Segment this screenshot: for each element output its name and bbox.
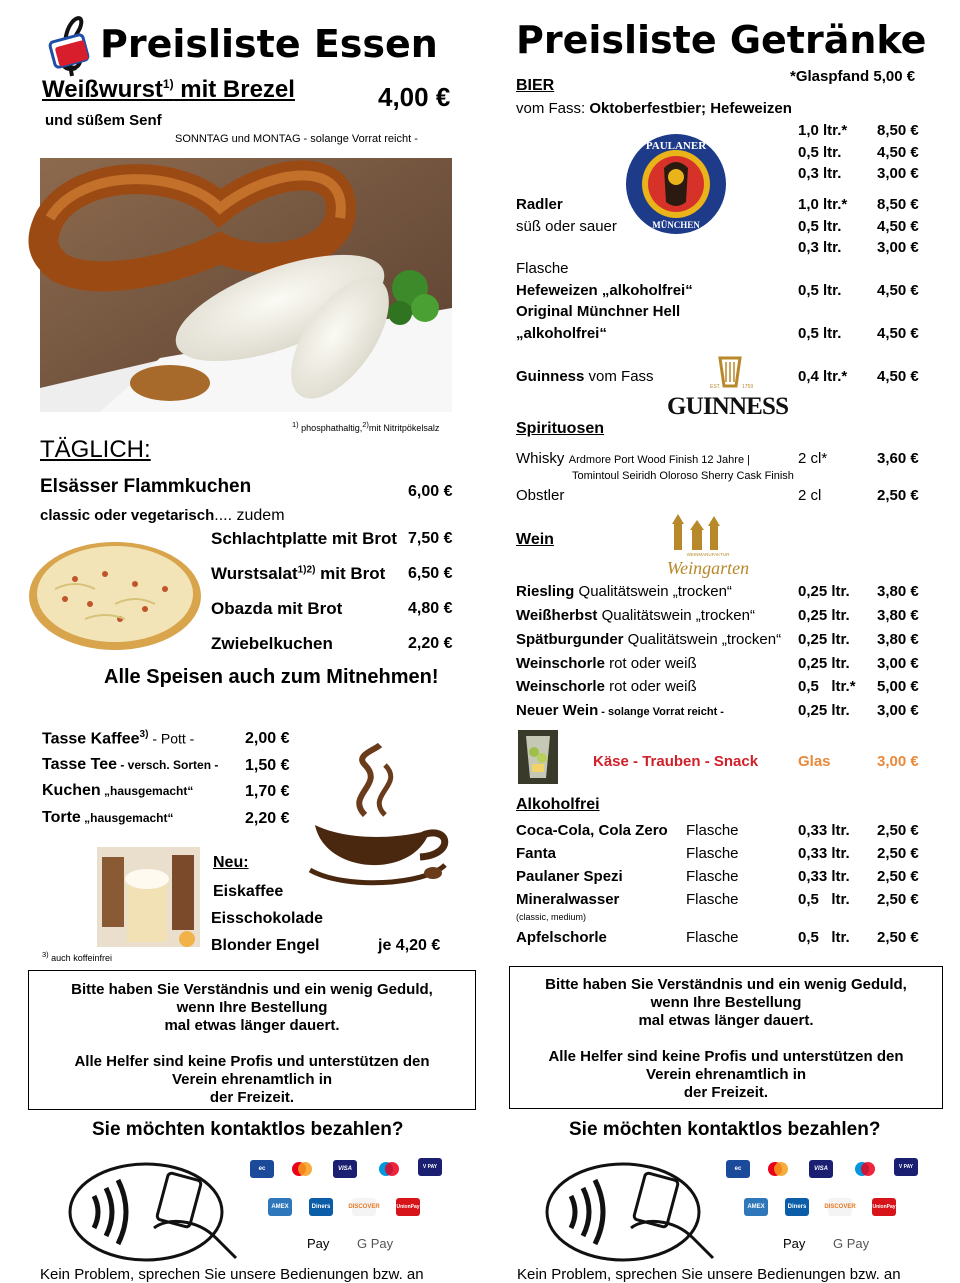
size: 2 cl* bbox=[798, 450, 828, 467]
guinness-logo-icon bbox=[664, 352, 792, 420]
guinness-year: 1759 bbox=[742, 384, 754, 390]
iced-coffee-photo bbox=[97, 847, 200, 947]
item-name: Schlachtplatte mit Brot bbox=[211, 529, 398, 548]
price: 2,50 € bbox=[877, 929, 919, 946]
google-pay-icon: G Pay bbox=[357, 1236, 394, 1251]
guinness-wordmark: GUINNESS bbox=[667, 393, 789, 420]
flammkuchen-price: 6,00 € bbox=[408, 483, 453, 500]
price: 4,50 € bbox=[877, 218, 919, 235]
size: 0,25 ltr. bbox=[798, 631, 850, 648]
footnote-weisswurst: $^{1)}$ phosphathaltig,$^{2)}$mit Nitritpökelsalz bbox=[292, 420, 440, 433]
paulaner-city-text: MÜNCHEN bbox=[652, 220, 700, 230]
bottom-text-right: Kein Problem, sprechen Sie unsere Bedienungen bzw. an bbox=[517, 1266, 901, 1283]
snack-glass-photo bbox=[518, 730, 558, 784]
weisswurst-price: 4,00 € bbox=[378, 82, 451, 112]
snack-price: 3,00 € bbox=[877, 753, 919, 770]
price: 2,50 € bbox=[877, 845, 919, 862]
wein-item: Spätburgunder Qualitätswein „trocken“ bbox=[516, 631, 782, 648]
price: 4,50 € bbox=[877, 325, 919, 342]
hell-af-1: Original Münchner Hell bbox=[516, 303, 681, 320]
flammkuchen-name: Elsässer Flammkuchen bbox=[40, 476, 252, 497]
section-bier: BIER bbox=[516, 77, 555, 94]
amex-icon: AMEX bbox=[744, 1198, 768, 1216]
af-item: Mineralwasser bbox=[516, 891, 620, 908]
price: 3,80 € bbox=[877, 607, 919, 624]
weingarten-logo-icon bbox=[644, 512, 772, 582]
footnote-coffee: $^{3)}$ auch koffeinfrei bbox=[42, 950, 113, 963]
coffee-price: 2,00 € bbox=[245, 730, 290, 747]
neu-item: Eiskaffee bbox=[213, 883, 284, 900]
whisky: Whisky Ardmore Port Wood Finish 12 Jahre | bbox=[516, 450, 750, 467]
coffee-price: 1,70 € bbox=[245, 783, 290, 800]
size: 0,25 ltr. bbox=[798, 607, 850, 624]
unit: Flasche bbox=[686, 891, 739, 908]
wein-item: Weinschorle rot oder weiß bbox=[516, 655, 697, 672]
af-item: Paulaner Spezi bbox=[516, 868, 623, 885]
price: 3,60 € bbox=[877, 450, 919, 467]
wein-item: Weinschorle rot oder weiß bbox=[516, 678, 697, 695]
flammkuchen-photo bbox=[25, 534, 205, 654]
contactless-heading-right: Sie möchten kontaktlos bezahlen? bbox=[569, 1119, 881, 1140]
vpay-icon: V PAY bbox=[894, 1158, 918, 1176]
price: 2,50 € bbox=[877, 822, 919, 839]
item-price: 2,20 € bbox=[408, 635, 453, 652]
diners-icon: Diners bbox=[309, 1198, 333, 1216]
coffee-item: Tasse Tee - versch. Sorten - bbox=[42, 756, 219, 773]
paulaner-logo-text: PAULANER bbox=[645, 140, 707, 152]
hefe-af: Hefeweizen „alkoholfrei“ bbox=[516, 282, 693, 299]
hell-af-2: „alkoholfrei“ bbox=[516, 325, 607, 342]
unit: Flasche bbox=[686, 822, 739, 839]
ec-icon: ec bbox=[250, 1160, 274, 1178]
section-spirituosen: Spirituosen bbox=[516, 420, 605, 437]
weingarten-wordmark: Weingarten bbox=[666, 558, 750, 578]
size: 1,0 ltr.* bbox=[798, 122, 848, 139]
notice-line: der Freizeit. bbox=[683, 1084, 769, 1101]
guinness-est: EST bbox=[710, 384, 720, 390]
coffee-item: Torte „hausgemacht“ bbox=[42, 809, 174, 826]
price: 2,50 € bbox=[877, 487, 919, 504]
unionpay-icon: UnionPay bbox=[872, 1198, 896, 1216]
size: 0,5 ltr. bbox=[798, 282, 842, 299]
apple-pay-icon: Pay bbox=[307, 1236, 330, 1251]
size: 0,5 ltr. bbox=[798, 929, 850, 946]
size: 0,5 ltr. bbox=[798, 891, 850, 908]
size: 0,33 ltr. bbox=[798, 868, 850, 885]
notice-line: mal etwas länger dauert. bbox=[164, 1017, 340, 1034]
contactless-heading-left: Sie möchten kontaktlos bezahlen? bbox=[92, 1119, 404, 1140]
notice-line: Bitte haben Sie Verständnis und ein wenig Geduld, bbox=[71, 981, 433, 998]
notice-line: Alle Helfer sind keine Profis und unterstützen den bbox=[548, 1048, 904, 1065]
notice-box-left bbox=[28, 970, 476, 1110]
weingarten-small: WEINMANUFAKTUR bbox=[686, 552, 730, 557]
size: 0,33 ltr. bbox=[798, 845, 850, 862]
coffee-price: 1,50 € bbox=[245, 757, 290, 774]
price: 4,50 € bbox=[877, 144, 919, 161]
price: 3,80 € bbox=[877, 631, 919, 648]
apple-pay-icon: Pay bbox=[783, 1236, 806, 1251]
unionpay-icon: UnionPay bbox=[396, 1198, 420, 1216]
food-title: Preisliste Essen bbox=[100, 22, 438, 66]
size: 0,25 ltr. bbox=[798, 702, 850, 719]
maestro-icon bbox=[377, 1160, 401, 1178]
price: 3,00 € bbox=[877, 239, 919, 256]
vpay-icon: V PAY bbox=[418, 1158, 442, 1176]
item-price: 6,50 € bbox=[408, 565, 453, 582]
size: 0,5 ltr. bbox=[798, 218, 842, 235]
contactless-icon bbox=[66, 1158, 238, 1262]
visa-icon: VISA bbox=[333, 1160, 357, 1178]
obstler: Obstler bbox=[516, 487, 565, 504]
notice-line: Bitte haben Sie Verständnis und ein wenig Geduld, bbox=[545, 976, 907, 993]
bottom-text-left: Kein Problem, sprechen Sie unsere Bedienungen bzw. an bbox=[40, 1266, 424, 1283]
price: 3,00 € bbox=[877, 702, 919, 719]
item-price: 4,80 € bbox=[408, 600, 453, 617]
section-alkoholfrei: Alkoholfrei bbox=[516, 796, 600, 813]
section-wein: Wein bbox=[516, 531, 554, 548]
snack: Käse - Trauben - Snack bbox=[593, 753, 759, 770]
coffee-cup-icon bbox=[305, 745, 455, 895]
unit: Flasche bbox=[686, 845, 739, 862]
item-price: 7,50 € bbox=[408, 530, 453, 547]
wein-item: Weißherbst Qualitätswein „trocken“ bbox=[516, 607, 755, 624]
notice-line: Verein ehrenamtlich in bbox=[171, 1071, 333, 1088]
ec-icon: ec bbox=[726, 1160, 750, 1178]
size: 0,5 ltr. bbox=[798, 144, 842, 161]
google-pay-icon: G Pay bbox=[833, 1236, 870, 1251]
notice-line: Verein ehrenamtlich in bbox=[645, 1066, 807, 1083]
size: 0,33 ltr. bbox=[798, 822, 850, 839]
unit: Flasche bbox=[686, 929, 739, 946]
neu-item: Blonder Engel bbox=[211, 937, 320, 954]
coffee-price: 2,20 € bbox=[245, 810, 290, 827]
daily-heading: TÄGLICH: bbox=[40, 436, 151, 463]
neu-item: Eisschokolade bbox=[211, 910, 324, 927]
item-name: Zwiebelkuchen bbox=[211, 634, 333, 653]
radler: Radler bbox=[516, 196, 563, 213]
weisswurst-title: Weißwurst$^{1)}$ mit Brezel bbox=[42, 76, 295, 103]
weisswurst-sub: und süßem Senf bbox=[45, 112, 162, 129]
size: 0,5 ltr. bbox=[798, 325, 842, 342]
af-item: Apfelschorle bbox=[516, 929, 607, 946]
notice-line: wenn Ihre Bestellung bbox=[176, 999, 328, 1016]
price: 8,50 € bbox=[877, 122, 919, 139]
vom-fass: vom Fass: Oktoberfestbier; Hefeweizen bbox=[516, 100, 792, 117]
glass-deposit: *Glaspfand 5,00 € bbox=[790, 68, 916, 85]
discover-icon: DISCOVER bbox=[828, 1198, 852, 1216]
unit: Flasche bbox=[686, 868, 739, 885]
coffee-item: Tasse Kaffee$^{3)}$ - Pott - bbox=[42, 729, 195, 748]
neu-heading: Neu: bbox=[213, 854, 249, 871]
price: 3,00 € bbox=[877, 655, 919, 672]
notice-box-right bbox=[509, 966, 943, 1109]
contactless-icon bbox=[543, 1158, 715, 1262]
paulaner-logo-icon bbox=[624, 132, 728, 236]
wein-item: Riesling Qualitätswein „trocken“ bbox=[516, 583, 732, 600]
notice-line: wenn Ihre Bestellung bbox=[650, 994, 802, 1011]
size: 0,5 ltr.* bbox=[798, 678, 856, 695]
price: 8,50 € bbox=[877, 196, 919, 213]
size: 0,25 ltr. bbox=[798, 655, 850, 672]
size: 0,4 ltr.* bbox=[798, 368, 848, 385]
price: 2,50 € bbox=[877, 891, 919, 908]
af-item: Fanta bbox=[516, 845, 557, 862]
price: 2,50 € bbox=[877, 868, 919, 885]
diners-icon: Diners bbox=[785, 1198, 809, 1216]
wein-item: Neuer Wein - solange Vorrat reicht - bbox=[516, 702, 724, 719]
coffee-item: Kuchen „hausgemacht“ bbox=[42, 782, 194, 799]
notice-line: Alle Helfer sind keine Profis und unterstützen den bbox=[74, 1053, 430, 1070]
flasche-label: Flasche bbox=[516, 260, 569, 277]
neu-price: je 4,20 € bbox=[378, 937, 441, 954]
guinness: Guinness vom Fass bbox=[516, 368, 654, 385]
club-logo-icon bbox=[46, 6, 98, 76]
flammkuchen-sub: classic oder vegetarisch.... zudem bbox=[40, 507, 285, 524]
size: 0,3 ltr. bbox=[798, 165, 842, 182]
notice-line: der Freizeit. bbox=[209, 1089, 295, 1106]
item-name: Wurstsalat$^{1)2)}$ mit Brot bbox=[211, 564, 386, 583]
item-name: Obazda mit Brot bbox=[211, 599, 343, 618]
mastercard-icon bbox=[766, 1160, 790, 1178]
maestro-icon bbox=[853, 1160, 877, 1178]
size: 0,3 ltr. bbox=[798, 239, 842, 256]
size: 2 cl bbox=[798, 487, 822, 504]
notice-line: mal etwas länger dauert. bbox=[638, 1012, 814, 1029]
mineral-sub: (classic, medium) bbox=[516, 912, 587, 922]
mastercard-icon bbox=[290, 1160, 314, 1178]
price: 5,00 € bbox=[877, 678, 919, 695]
price: 4,50 € bbox=[877, 368, 919, 385]
weisswurst-note: SONNTAG und MONTAG - solange Vorrat reicht - bbox=[175, 133, 418, 145]
af-item: Coca-Cola, Cola Zero bbox=[516, 822, 668, 839]
snack-unit: Glas bbox=[798, 753, 831, 770]
size: 1,0 ltr.* bbox=[798, 196, 848, 213]
weisswurst-photo bbox=[40, 158, 452, 412]
price: 4,50 € bbox=[877, 282, 919, 299]
price: 3,80 € bbox=[877, 583, 919, 600]
radler-sub: süß oder sauer bbox=[516, 218, 617, 235]
amex-icon: AMEX bbox=[268, 1198, 292, 1216]
discover-icon: DISCOVER bbox=[352, 1198, 376, 1216]
visa-icon: VISA bbox=[809, 1160, 833, 1178]
price: 3,00 € bbox=[877, 165, 919, 182]
whisky-desc-2: Tomintoul Seiridh Oloroso Sherry Cask Finish bbox=[572, 470, 794, 482]
takeaway-note: Alle Speisen auch zum Mitnehmen! bbox=[104, 666, 439, 688]
drinks-title: Preisliste Getränke bbox=[516, 18, 927, 62]
size: 0,25 ltr. bbox=[798, 583, 850, 600]
